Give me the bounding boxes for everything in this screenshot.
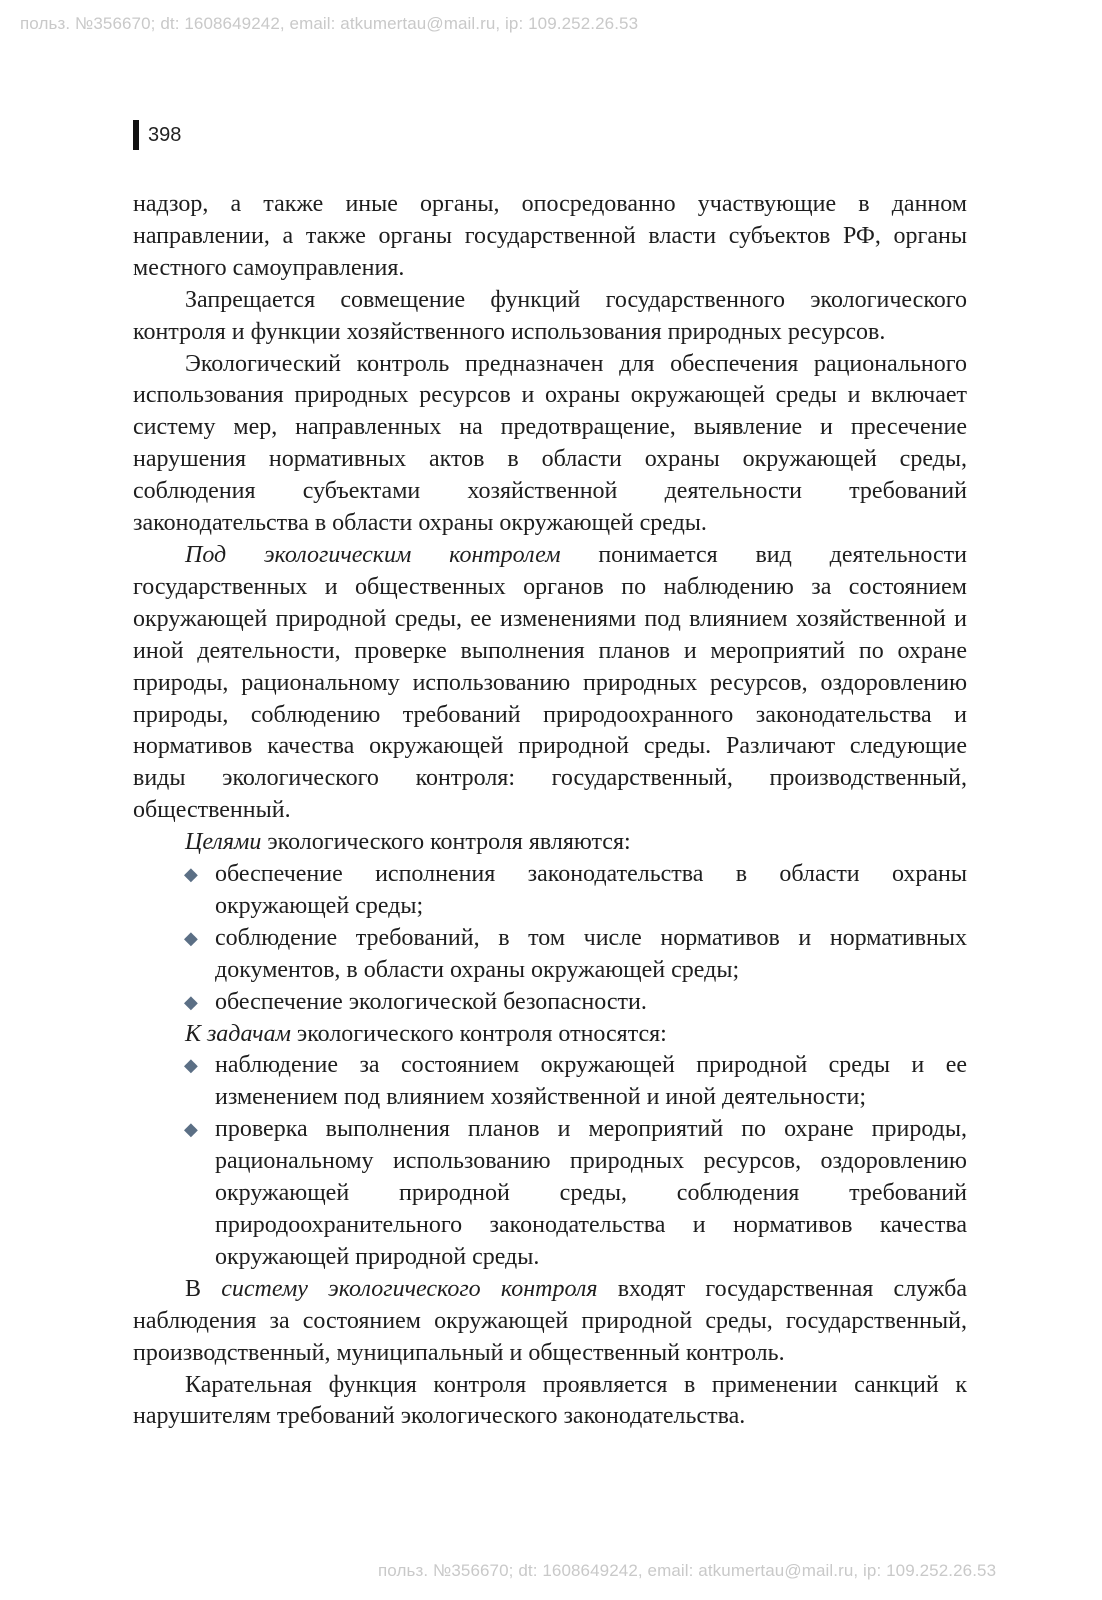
term-tasks: К задачам bbox=[185, 1020, 291, 1047]
paragraph-5-pre: В bbox=[185, 1275, 222, 1302]
list-item: ◆ соблюдение требований, в том числе нормативов и нормативных документов, в области охраны окружающей среды; bbox=[215, 923, 967, 987]
goals-list bbox=[133, 859, 967, 1019]
list-item: ◆ наблюдение за состоянием окружающей природной среды и ее изменением под влиянием хозяйственной и иной деятельности; bbox=[215, 1050, 967, 1114]
paragraph-4-text: понимается вид деятельности государственных и общественных органов по наблюдению за состоянием окружающей природной среды, ее изменениями под влиянием хозяйственной и иной деятельности, проверке выполнения планов и мероприятий по охране природы, рациональному использованию природных ресурсов, оздоровлению природы, соблюдению требований природоохранного законодательства и нормативов качества окружающей природной среды. Различают следующие виды экологического контроля: государственный, производственный, общественный. bbox=[133, 541, 968, 824]
list-item: ◆ проверка выполнения планов и мероприятий по охране природы, рациональному использованию природных ресурсов, оздоровлению окружающей природной среды, соблюдения требований природоохранительного законодательства и нормативов качества окружающей природной среды. bbox=[215, 1114, 967, 1274]
paragraph-2: Запрещается совмещение функций государственного экологического контроля и функции хозяйственного использования природных ресурсов. bbox=[133, 286, 967, 345]
term-control-system: систему экологического контроля bbox=[221, 1275, 598, 1302]
watermark-top: польз. №356670; dt: 1608649242, email: atkumertau@mail.ru, ip: 109.252.26.53 bbox=[20, 14, 639, 33]
paragraph-3: Экологический контроль предназначен для обеспечения рационального использования природных ресурсов и охраны окружающей среды и включает систему мер, направленных на предотвращение, выявление и пресечение нарушения нормативных актов в области охраны окружающей среды, соблюдения субъектами хозяйственной деятельности требований законодательства в области охраны окружающей среды. bbox=[133, 350, 967, 537]
paragraph-5-text: входят государственная служба наблюдения за состоянием окружающей природной среды, государственный, производственный, муниципальный и общественный контроль. bbox=[133, 1275, 967, 1366]
goals-lead-text: экологического контроля являются: bbox=[261, 829, 631, 856]
term-goals: Целями bbox=[185, 829, 262, 856]
paragraph-6: Карательная функция контроля проявляется в применении санкций к нарушителям требований экологического законодательства. bbox=[133, 1371, 967, 1430]
watermark-bottom: польз. №356670; dt: 1608649242, email: atkumertau@mail.ru, ip: 109.252.26.53 bbox=[378, 1561, 997, 1580]
tasks-lead bbox=[133, 1019, 967, 1051]
paragraph-5 bbox=[133, 1274, 967, 1370]
paragraph-1: надзор, а также иные органы, опосредованно участвующие в данном направлении, а также органы государственной власти субъектов РФ, органы местного самоуправления. bbox=[133, 191, 967, 281]
body-text bbox=[133, 189, 967, 1433]
term-ecological-control: Под экологическим контролем bbox=[185, 541, 561, 568]
list-item: ◆ обеспечение исполнения законодательства в области охраны окружающей среды; bbox=[215, 859, 967, 923]
tasks-list bbox=[133, 1050, 967, 1273]
page-number-bar bbox=[133, 120, 139, 150]
goals-lead bbox=[133, 827, 967, 859]
page-number: 398 bbox=[148, 123, 182, 146]
list-item: ◆ обеспечение экологической безопасности. bbox=[215, 987, 967, 1019]
tasks-lead-text: экологического контроля относятся: bbox=[290, 1020, 667, 1047]
page-number-block bbox=[133, 120, 181, 150]
paragraph-4 bbox=[133, 540, 967, 827]
